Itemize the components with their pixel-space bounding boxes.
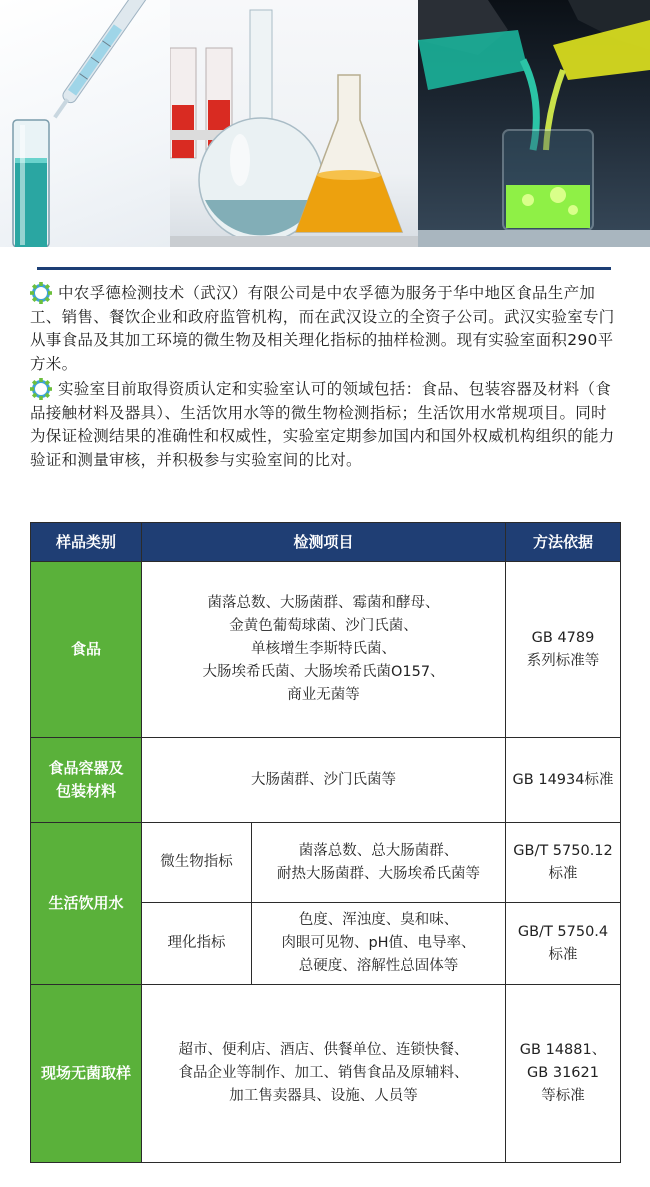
method-cell <box>506 562 621 738</box>
item-line: 肉眼可见物、pH值、电导率、 <box>281 935 476 951</box>
item-line: 商业无菌等 <box>287 687 360 703</box>
item-line: 金黄色葡萄球菌、沙门氏菌、 <box>229 618 418 634</box>
method-cell <box>506 903 621 985</box>
header-items: 检测项目 <box>142 523 506 562</box>
category-cell: 食品 <box>31 562 142 738</box>
items-cell <box>142 562 506 738</box>
gear-icon <box>30 282 54 302</box>
category-line: 食品容器及 <box>48 759 124 777</box>
category-cell <box>31 738 142 823</box>
items-cell <box>252 903 506 985</box>
intro-paragraph-2-text: 实验室目前取得资质认定和实验室认可的领域包括：食品、包装容器及材料（食品接触材料及器具）、生活饮用水等的微生物检测指标；生活饮用水常规项目。同时为保证检测结果的准确性和权威性，实验室定期参加国内和国外权威机构组织的能力验证和测量审核，并积极参与实验室间的比对。 <box>30 380 615 469</box>
method-cell <box>506 985 621 1163</box>
item-line: 菌落总数、大肠菌群、霉菌和酵母、 <box>207 595 440 611</box>
item-line: 色度、浑浊度、臭和味、 <box>298 912 459 928</box>
item-line: 耐热大肠菌群、大肠埃希氏菌等 <box>277 865 480 882</box>
category-line: 包装材料 <box>55 782 116 800</box>
table-header-row <box>31 523 621 562</box>
method-line: GB/T 5750.12 <box>513 842 613 859</box>
hero-image-flasks <box>170 0 418 247</box>
table-row-water-micro <box>31 823 621 903</box>
header-category: 样品类别 <box>31 523 142 562</box>
table-row-food <box>31 562 621 738</box>
category-cell: 现场无菌取样 <box>31 985 142 1163</box>
subcategory-cell: 微生物指标 <box>142 823 252 903</box>
method-line: 标准 <box>548 946 578 963</box>
item-line: 菌落总数、总大肠菌群、 <box>298 842 459 859</box>
item-line: 超市、便利店、酒店、供餐单位、连锁快餐、 <box>178 1042 469 1058</box>
intro-paragraph-1-text: 中农孚德检测技术（武汉）有限公司是中农孚德为服务于华中地区食品生产加工、销售、餐饮企业和政府监管机构，而在武汉设立的全资子公司。武汉实验室专门从事食品及其加工环境的微生物及相关理化指标的抽样检测。现有实验室面积290平方米。 <box>30 284 615 373</box>
item-line: 大肠埃希氏菌、大肠埃希氏菌O157、 <box>202 664 445 680</box>
company-intro <box>30 282 622 474</box>
hero-image-pipette <box>0 0 170 247</box>
testing-scope-table <box>30 522 620 1163</box>
items-cell <box>142 985 506 1163</box>
method-line: 标准 <box>548 865 578 882</box>
method-line: GB 4789 <box>531 629 595 646</box>
method-line: 等标准 <box>541 1088 585 1104</box>
hero-image-pouring <box>418 0 650 247</box>
category-cell: 生活饮用水 <box>31 823 142 985</box>
item-line: 食品企业等制作、加工、销售食品及原辅料、 <box>178 1065 469 1081</box>
item-line: 大肠菌群、沙门氏菌等 <box>251 771 396 788</box>
items-cell <box>142 738 506 823</box>
intro-paragraph-1 <box>30 282 622 376</box>
method-line: 系列标准等 <box>526 652 600 669</box>
item-line: 加工售卖器具、设施、人员等 <box>229 1088 418 1104</box>
method-line: GB 14934标准 <box>512 771 614 788</box>
items-cell <box>252 823 506 903</box>
section-divider <box>37 267 611 270</box>
subcategory-cell: 理化指标 <box>142 903 252 985</box>
item-line: 单核增生李斯特氏菌、 <box>251 641 396 657</box>
table-row-sterile <box>31 985 621 1163</box>
intro-paragraph-2 <box>30 378 622 472</box>
header-method: 方法依据 <box>506 523 621 562</box>
method-line: GB/T 5750.4 <box>517 923 609 940</box>
table-row-container <box>31 738 621 823</box>
gear-icon <box>30 378 54 398</box>
method-line: GB 31621 <box>527 1065 599 1081</box>
method-line: GB 14881、 <box>519 1042 607 1058</box>
item-line: 总硬度、溶解性总固体等 <box>298 958 459 974</box>
method-cell <box>506 823 621 903</box>
method-cell <box>506 738 621 823</box>
hero-banner <box>0 0 650 247</box>
